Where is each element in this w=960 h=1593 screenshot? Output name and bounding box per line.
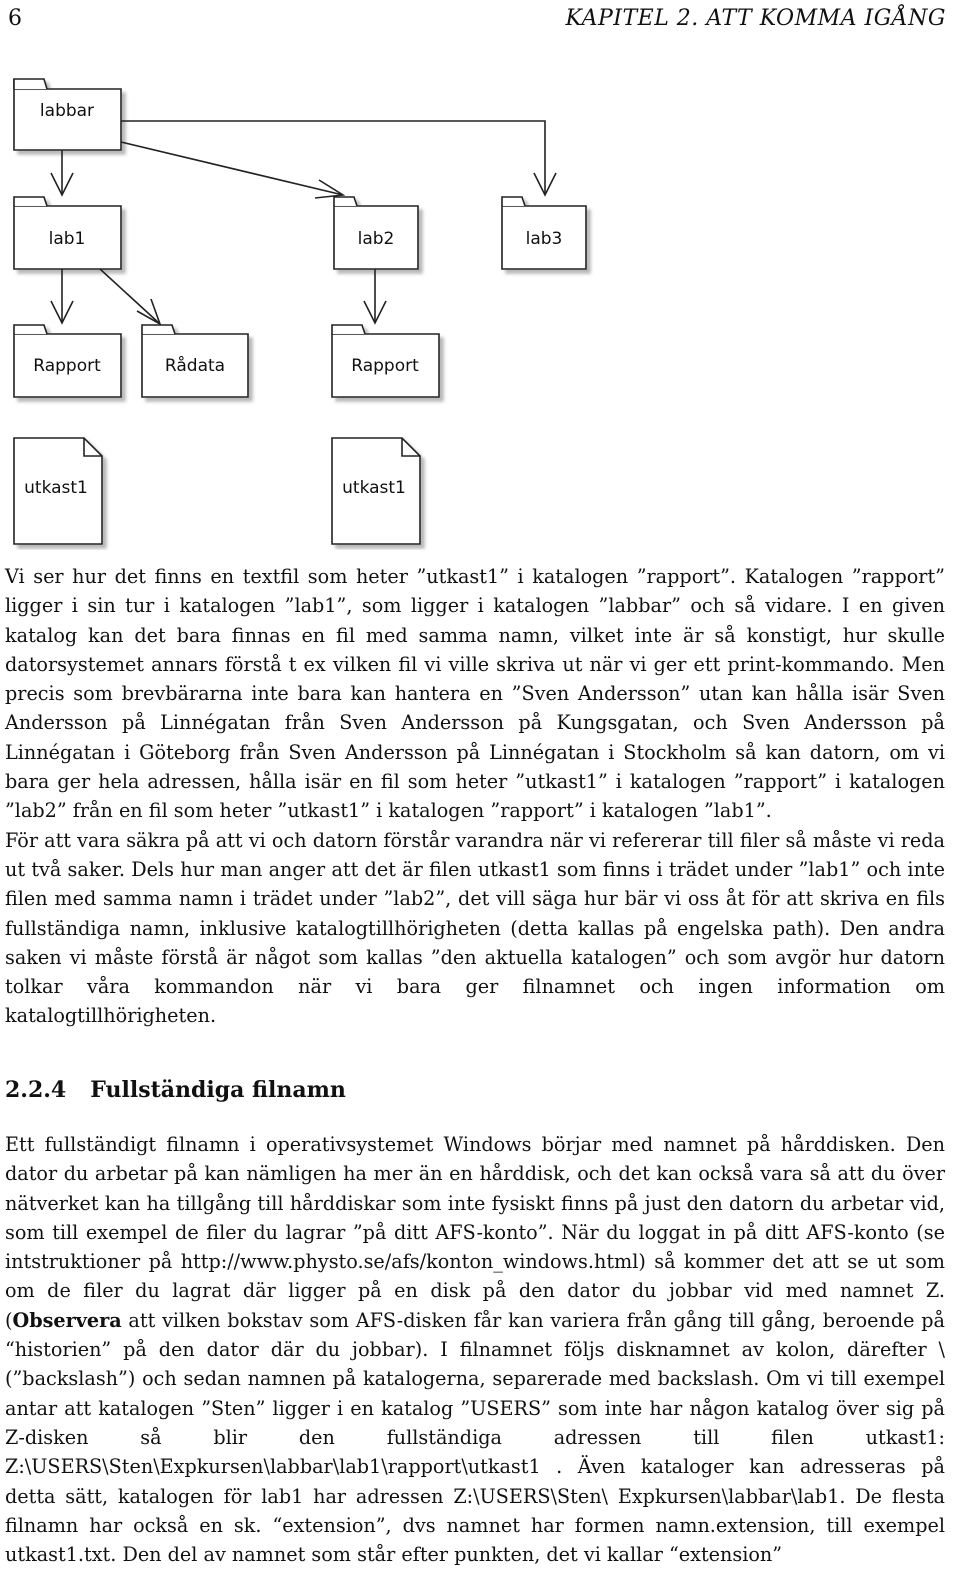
node-label-rapport-lab2: Rapport (351, 356, 419, 376)
page-number: 6 (8, 6, 22, 31)
section-heading (5, 1077, 346, 1103)
node-label-rapport-lab1: Rapport (33, 356, 101, 376)
running-head: KAPITEL 2. ATT KOMMA IGÅNG (565, 6, 946, 31)
text-segment: att vilken bokstav som AFS-disken får kan variera från gång till gång, beroende på “historien” på den dator där du jobbar). I filnamnet följs disknamnet av kolon, därefter \ (”backslash”) och sedan namnen på katalogerna, separerade med backslash. Om vi till exempel antar att katalogen ”Sten” ligger i en katalog ”USERS” som inte har någon katalog över sig på Z-disken så blir den fullständiga adressen till filen utkast1: Z:\USERS\Sten\Expkursen\labbar\lab1\rapport\utkast1 . Även kataloger kan adresseras på detta sätt, katalogen för lab1 har adressen Z:\USERS\Sten\ Expkursen\labbar\lab1. De flesta filnamn har också en sk. “extension”, dvs namnet har formen namn.extension, till exempel utkast1.txt. Den del av namnet som står efter punkten, det vi kallar “extension” (5, 1308, 945, 1567)
text-segment: Ett fullständigt filnamn i operativsystemet Windows börjar med namnet på hårddisken. Den dator du arbetar på kan nämligen ha mer än en hårddisk, och det kan också vara så att du över nätverket kan ha tillgång till hårddiskar som inte fysiskt finns på just den datorn du arbetar vid, som till exempel de filer du lagrar ”på ditt AFS-konto”. När du loggat in på ditt AFS-konto (se intstruktioner på (5, 1133, 945, 1274)
node-label-lab2: lab2 (357, 229, 395, 249)
directory-tree-diagram (0, 60, 960, 550)
edge-labbar-lab2 (121, 142, 343, 195)
paragraph-full-filenames (5, 1130, 945, 1569)
node-label-lab3: lab3 (525, 229, 563, 249)
paragraph-text: Vi ser hur det finns en textfil som heter ”utkast1” i katalogen ”rapport”. Katalogen ”rapport” ligger i sin tur i katalogen ”lab1”, som ligger i katalogen ”labbar” och så vidare. I en given katalog kan det bara finnas en fil med samma namn, vilket inte är så konstigt, hur skulle datorsystemet annars förstå t ex vilken fil vi ville skriva ut när vi ger ett print-kommando. Men precis som brevbärarna inte bara kan hantera en ”Sven Andersson” utan kan hålla isär Sven Andersson på Linnégatan från Sven Andersson på Kungsgatan, och Sven Andersson på Linnégatan i Göteborg från Sven Andersson på Linnégatan i Stockholm så kan datorn, om vi bara ger hela adressen, hålla isär en fil som heter ”utkast1” i katalogen ”rapport” i katalogen ”lab2” från en fil som heter ”utkast1” i katalogen ”rapport” i katalogen ”lab1”. (5, 565, 945, 823)
bold-emphasis: Observera (12, 1308, 122, 1332)
edge-lab1-radata (100, 269, 160, 324)
paragraph-text (5, 1130, 945, 1569)
node-label-lab1: lab1 (48, 229, 86, 249)
section-number: 2.2.4 (5, 1077, 67, 1103)
section-title: Fullständiga filnamn (90, 1077, 346, 1103)
node-label-utkast1-lab1: utkast1 (24, 478, 88, 498)
url-link[interactable]: http://www.physto.se/afs/konton_windows.html (180, 1250, 639, 1274)
text-segment: ) så kommer det att se ut som om de filer du lagrat där ligger på en disk på den dator du jobbar vid med namnet Z. ( (5, 1250, 945, 1332)
paragraph-directory-explanation (5, 562, 945, 1031)
paragraph-text: För att vara säkra på att vi och datorn förstår varandra när vi refererar till filer så måste vi reda ut två saker. Dels hur man anger att det är filen utkast1 som finns i trädet under ”lab1” och inte filen med samma namn i trädet under ”lab2”, det vill säga hur bär vi oss åt för att skriva en fils fullständiga namn, inklusive katalogtillhörigheten (detta kallas på engelska path). Den andra saken vi måste förstå är något som kallas ”den aktuella katalogen” och som avgör hur datorn tolkar våra kommandon när vi bara ger filnamnet och ingen information om katalogtillhörigheten. (5, 828, 945, 1028)
tree-edges (48, 121, 556, 324)
node-label-labbar: labbar (39, 101, 95, 121)
page-header (0, 4, 960, 32)
node-label-radata: Rådata (164, 356, 226, 376)
node-label-utkast1-lab2: utkast1 (342, 478, 406, 498)
